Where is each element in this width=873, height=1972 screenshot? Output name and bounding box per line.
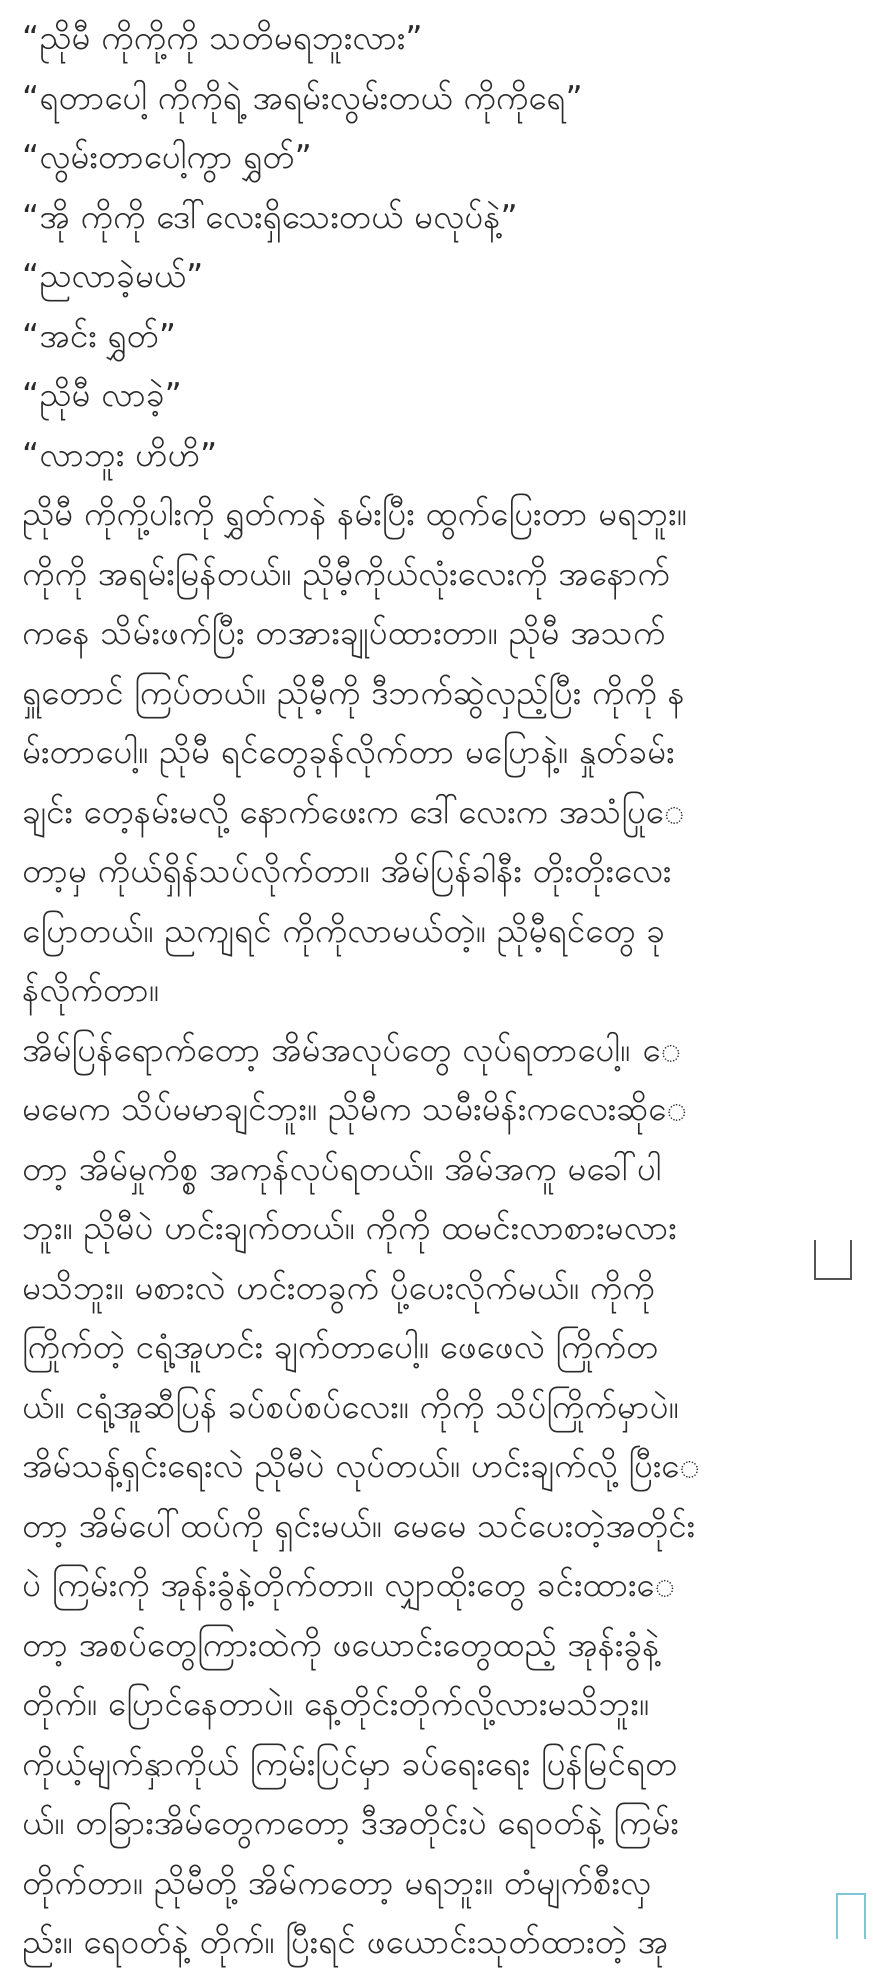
text-line: တာ့ အစပ်တွေကြားထဲကို ဖယောင်းတွေထည့် အုန်းခွံနဲ့ [22, 1624, 660, 1664]
text-line: ယ်။ ငရုံ့အူဆီပြန် ခပ်စပ်စပ်လေး။ ကိုကို သိပ်ကြိုက်မှာပဲ။ [22, 1386, 679, 1426]
text-line: တိုက်။ ပြောင်နေတာပဲ။ နေ့တိုင်းတိုက်လို့လားမသိဘူး။ [22, 1684, 650, 1723]
text-line: တာ့မှ ကိုယ်ရှိန်သပ်လိုက်တာ။ အိမ်ပြန်ခါနီး တိုးတိုးလေး [22, 851, 672, 890]
text-line: “ညလာခဲ့မယ်” [22, 256, 204, 295]
text-line: “ရတာပေါ့ ကိုကိုရဲ့ အရမ်းလွမ်းတယ် ကိုကိုရေ” [22, 77, 583, 117]
text-line: “လာဘူး ဟိဟိ” [22, 434, 218, 474]
text-line: ကနေ သိမ်းဖက်ပြီး တအားချုပ်ထားတာ။ ညိုမီ အသက် [22, 613, 666, 652]
text-line: ပြောတယ်။ ညကျရင် ကိုကိုလာမယ်တဲ့။ ညိုမီ့ရင်တွေ ခု [22, 910, 665, 950]
missing-glyph-box [836, 1893, 866, 1939]
text-line: ကိုကို အရမ်းမြန်တယ်။ ညိုမီ့ကိုယ်လုံးလေးကို အနောက် [22, 553, 670, 593]
text-line: မ်းတာပေါ့။ ညိုမီ ရင်တွေခုန်လိုက်တာ မပြောနဲ့။ နှုတ်ခမ်း [22, 732, 675, 771]
text-line: အိမ်ပြန်ရောက်တော့ အိမ်အလုပ်တွေ လုပ်ရတာပေါ့။ ေ [22, 1029, 682, 1069]
text-line: ညိုမီ ကိုကို့ပါးကို ရွှတ်ကနဲ နမ်းပြီး ထွက်ပြေးတာ မရဘူး။ [22, 494, 687, 533]
text-line: ကြိုက်တဲ့ ငရုံ့အူဟင်း ချက်တာပေါ့။ ဖေဖေလဲ ကြိုက်တ [22, 1327, 659, 1366]
text-line: ည်း။ ရေဝတ်နဲ့ တိုက်။ ပြီးရင် ဖယောင်းသုတ်ထားတဲ့ အု [22, 1922, 669, 1961]
text-line: “ညိုမီ လာခဲ့” [22, 375, 182, 414]
text-line: ရှူတောင် ကြပ်တယ်။ ညိုမီ့ကို ဒီဘက်ဆွဲလှည့်ပြီး ကိုကို န [22, 672, 685, 712]
text-line: “အို ကိုကို ဒေါ်လေးရှိသေးတယ် မလုပ်နဲ့” [22, 196, 518, 236]
missing-glyph-box [814, 1240, 852, 1280]
text-line: ဘူး။ ညိုမီပဲ ဟင်းချက်တယ်။ ကိုကို ထမင်းလာစားမလား [22, 1208, 677, 1247]
text-line: ချင်း တေ့နမ်းမလို့ နောက်ဖေးက ဒေါ်လေးက အသံပြုေ [22, 791, 685, 831]
text-line: မမေက သိပ်မမာချင်ဘူး။ ညိုမီက သမီးမိန်းကလေးဆိုေ [22, 1089, 688, 1128]
text-line: ကိုယ့်မျက်နှာကိုယ် ကြမ်းပြင်မှာ ခပ်ရေးရေး ပြန်မြင်ရတ [22, 1743, 678, 1783]
text-line: အိမ်သန့်ရှင်းရေးလဲ ညိုမီပဲ လုပ်တယ်။ ဟင်းချက်လို့ ပြီးေ [22, 1446, 701, 1485]
document-body [22, 8, 859, 1972]
text-line: “အင်း ရွှတ်” [22, 315, 177, 355]
text-line: ယ်။ တခြားအိမ်တွေကတော့ ဒီအတိုင်းပဲ ရေဝတ်နဲ့ ကြမ်း [22, 1803, 679, 1842]
text-line: န်လိုက်တာ။ [22, 970, 159, 1009]
text-line: “ညိုမီ ကိုကို့ကို သတိမရဘူးလား” [22, 18, 423, 57]
text-line: တိုက်တာ။ ညိုမီတို့ အိမ်ကတော့ မရဘူး။ တံမျက်စီးလှ [22, 1862, 652, 1902]
text-line: ပဲ ကြမ်းကို အုန်းခွံနဲ့တိုက်တာ။ လျှာထိုးတွေ ခင်းထားေ [22, 1565, 676, 1604]
text-line: “လွမ်းတာပေါ့ကွာ ရွှတ်” [22, 137, 312, 176]
text-line: တာ့ အိမ်မှုကိစ္စ အကုန်လုပ်ရတယ်။ အိမ်အကူ မခေါ်ပါ [22, 1148, 662, 1188]
text-line: တာ့ အိမ်ပေါ်ထပ်ကို ရှင်းမယ်။ မေမေ သင်ပေးတဲ့အတိုင်း [22, 1505, 696, 1545]
text-line: မသိဘူး။ မစားလဲ ဟင်းတခွက် ပို့ပေးလိုက်မယ်။ ကိုကို [22, 1267, 655, 1307]
